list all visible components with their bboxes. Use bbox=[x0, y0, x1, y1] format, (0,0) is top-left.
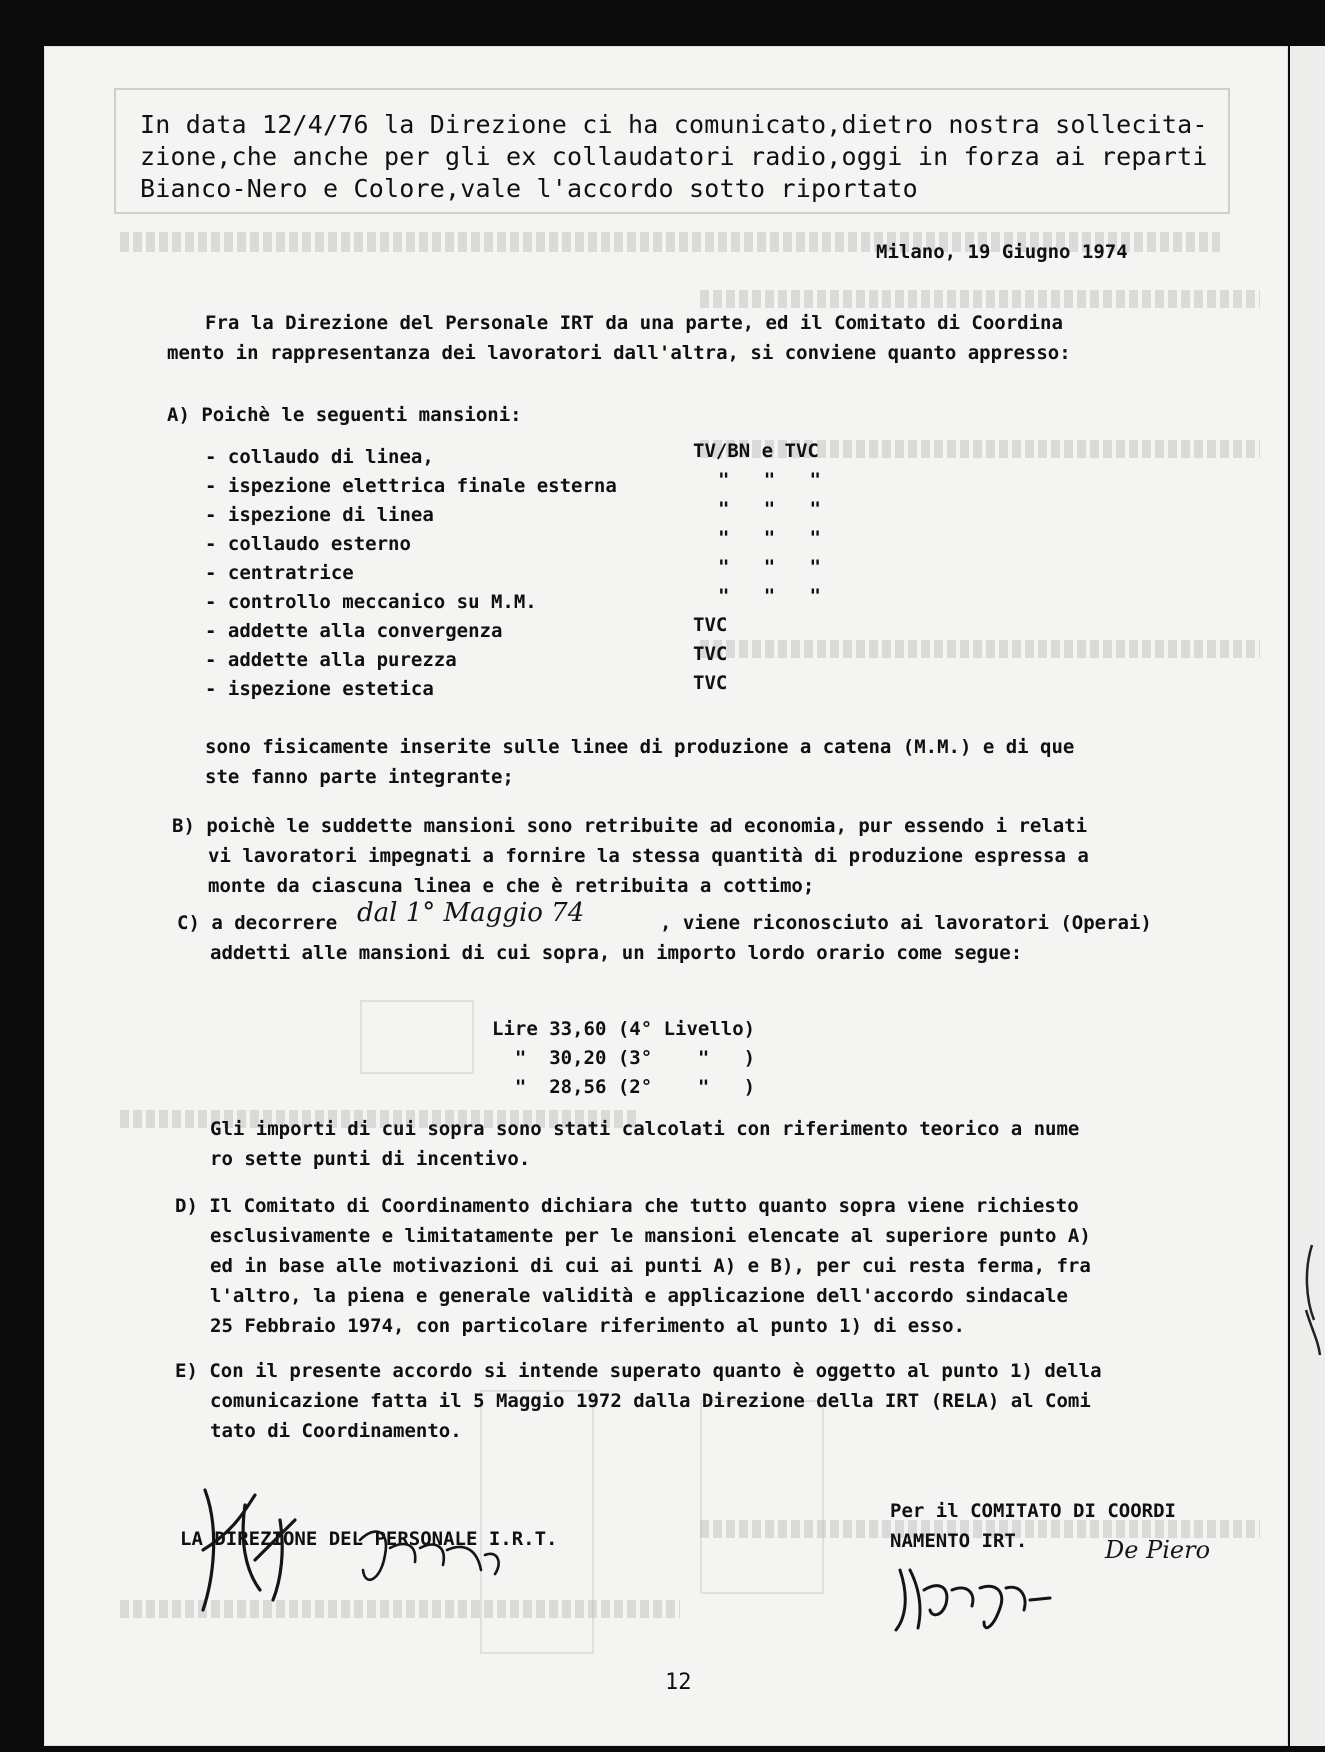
signature-left bbox=[185, 1470, 535, 1620]
header-line-2: zione,che anche per gli ex collaudatori radio,oggi in forza ai reparti bbox=[140, 142, 1208, 171]
task-type: TVC bbox=[693, 672, 728, 694]
section-b-line-2: vi lavoratori impegnati a fornire la stessa quantità di produzione espressa a bbox=[208, 845, 1089, 867]
task-type: " " " bbox=[718, 556, 821, 578]
task-type: TV/BN e TVC bbox=[693, 440, 819, 462]
rate-line: " 28,56 (2° " ) bbox=[492, 1076, 756, 1098]
section-a-close-2: ste fanno parte integrante; bbox=[205, 766, 514, 788]
task-type: TVC bbox=[693, 614, 728, 636]
page-number: 12 bbox=[665, 1670, 692, 1695]
section-e-line-3: tato di Coordinamento. bbox=[210, 1420, 462, 1442]
section-c-note-2: ro sette punti di incentivo. bbox=[210, 1148, 531, 1170]
task-item: - ispezione elettrica finale esterna bbox=[205, 475, 617, 497]
page-edge bbox=[1290, 46, 1325, 1746]
section-c-line-2: addetti alle mansioni di cui sopra, un importo lordo orario come segue: bbox=[210, 942, 1023, 964]
rate-line: Lire 33,60 (4° Livello) bbox=[492, 1018, 756, 1040]
task-item: - ispezione di linea bbox=[205, 504, 434, 526]
header-line-3: Bianco-Nero e Colore,vale l'accordo sotto riportato bbox=[140, 174, 918, 203]
task-item: - collaudo esterno bbox=[205, 533, 411, 555]
section-e-line-2: comunicazione fatta il 5 Maggio 1972 dalla Direzione della IRT (RELA) al Comi bbox=[210, 1390, 1091, 1412]
section-b-line-3: monte da ciascuna linea e che è retribuita a cottimo; bbox=[208, 875, 815, 897]
header-line-1: In data 12/4/76 la Direzione ci ha comunicato,dietro nostra sollecita- bbox=[140, 110, 1208, 139]
section-d-line-3: ed in base alle motivazioni di cui ai punti A) e B), per cui resta ferma, fra bbox=[210, 1255, 1091, 1277]
task-item: - controllo meccanico su M.M. bbox=[205, 591, 537, 613]
task-item: - addette alla convergenza bbox=[205, 620, 503, 642]
committee-label-1: Per il COMITATO DI COORDI bbox=[890, 1500, 1176, 1522]
section-d-line-2: esclusivamente e limitatamente per le mansioni elencate al superiore punto A) bbox=[210, 1225, 1091, 1247]
date-line: Milano, 19 Giugno 1974 bbox=[876, 241, 1128, 263]
task-type: TVC bbox=[693, 643, 728, 665]
section-d-line-5: 25 Febbraio 1974, con particolare riferimento al punto 1) di esso. bbox=[210, 1315, 965, 1337]
task-item: - collaudo di linea, bbox=[205, 446, 434, 468]
task-type: " " " bbox=[718, 498, 821, 520]
edge-mark bbox=[1300, 1240, 1324, 1360]
section-c-lead: C) a decorrere bbox=[177, 912, 338, 934]
task-type: " " " bbox=[718, 585, 821, 607]
section-a-close-1: sono fisicamente inserite sulle linee di produzione a catena (M.M.) e di que bbox=[205, 736, 1075, 758]
section-e-line-1: E) Con il presente accordo si intende superato quanto è oggetto al punto 1) della bbox=[175, 1360, 1102, 1382]
task-item: - centratrice bbox=[205, 562, 354, 584]
section-c-note-1: Gli importi di cui sopra sono stati calcolati con riferimento teorico a nume bbox=[210, 1118, 1080, 1140]
section-c-rest: , viene riconosciuto ai lavoratori (Operai) bbox=[660, 912, 1152, 934]
task-type: " " " bbox=[718, 527, 821, 549]
intro-line-1: Fra la Direzione del Personale IRT da una parte, ed il Comitato di Coordina bbox=[205, 312, 1063, 334]
task-item: - addette alla purezza bbox=[205, 649, 457, 671]
section-d-line-1: D) Il Comitato di Coordinamento dichiara che tutto quanto sopra viene richiesto bbox=[175, 1195, 1079, 1217]
handwritten-date: dal 1° Maggio 74 bbox=[357, 898, 585, 928]
committee-label-2: NAMENTO IRT. bbox=[890, 1530, 1028, 1552]
rate-line: " 30,20 (3° " ) bbox=[492, 1047, 756, 1069]
handwritten-name: De Piero bbox=[1105, 1536, 1211, 1564]
task-type: " " " bbox=[718, 469, 821, 491]
section-d-line-4: l'altro, la piena e generale validità e applicazione dell'accordo sindacale bbox=[210, 1285, 1068, 1307]
intro-line-2: mento in rappresentanza dei lavoratori dall'altra, si conviene quanto appresso: bbox=[167, 342, 1071, 364]
section-a-lead: A) Poichè le seguenti mansioni: bbox=[167, 404, 522, 426]
direction-label: LA DIREZIONE DEL PERSONALE I.R.T. bbox=[180, 1528, 558, 1550]
task-item: - ispezione estetica bbox=[205, 678, 434, 700]
section-b-line-1: B) poichè le suddette mansioni sono retribuite ad economia, pur essendo i relati bbox=[172, 815, 1088, 837]
